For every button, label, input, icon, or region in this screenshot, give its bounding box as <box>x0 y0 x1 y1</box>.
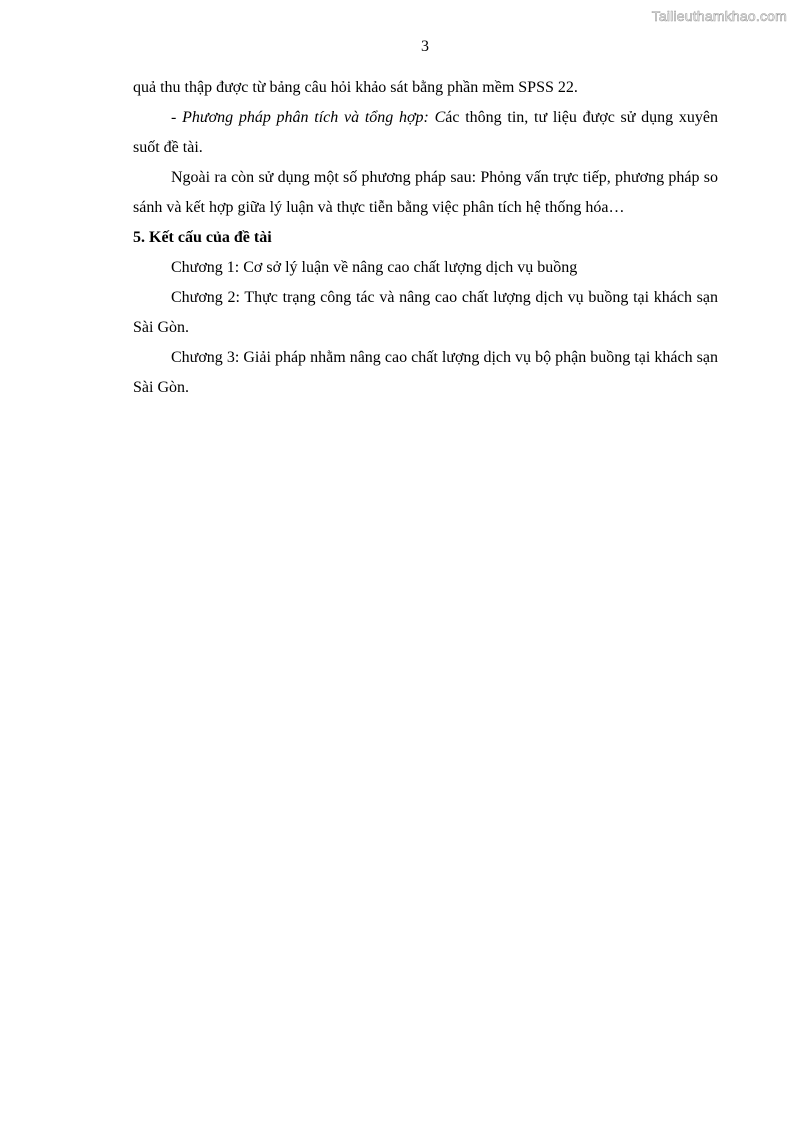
method-name-italic: Phương pháp phân tích và tổng hợp: C <box>182 109 446 126</box>
dash-prefix: - <box>171 109 183 126</box>
chapter-3: Chương 3: Giải pháp nhằm nâng cao chất lượng dịch vụ bộ phận buồng tại khách sạn Sài Gòn. <box>133 349 718 396</box>
section-heading: 5. Kết cấu của đề tài <box>133 229 272 246</box>
chapter-1: Chương 1: Cơ sở lý luận về nâng cao chất lượng dịch vụ buồng <box>171 259 578 276</box>
chapter-2: Chương 2: Thực trạng công tác và nâng cao chất lượng dịch vụ buồng tại khách sạn Sài Gòn. <box>133 289 718 336</box>
document-body <box>133 73 718 403</box>
paragraph-other-methods: Ngoài ra còn sử dụng một số phương pháp sau: Phỏng vấn trực tiếp, phương pháp so sánh và kết hợp giữa lý luận và thực tiễn bằng việc phân tích hệ thống hóa… <box>133 169 718 216</box>
watermark-text: Tailieuthamkhao.com <box>651 8 787 24</box>
paragraph-analysis-method <box>133 103 718 163</box>
method-description: ác thông tin, tư liệu được sử dụng xuyên suốt đề tài. <box>133 109 718 156</box>
paragraph-survey-result: quả thu thập được từ bảng câu hỏi khảo sát bằng phần mềm SPSS 22. <box>133 79 578 96</box>
page-number: 3 <box>421 38 429 55</box>
